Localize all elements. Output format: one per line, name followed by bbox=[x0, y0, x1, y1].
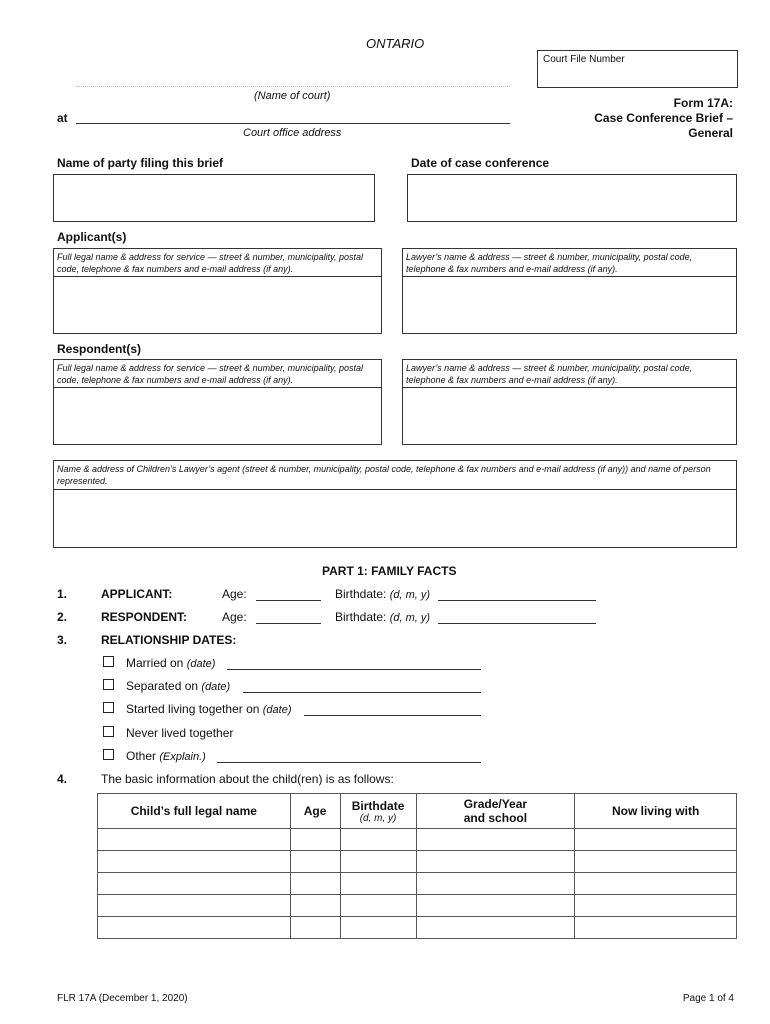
table-cell[interactable] bbox=[416, 917, 575, 939]
birthdate-hint: (d, m, y) bbox=[389, 612, 431, 624]
divider bbox=[54, 276, 381, 277]
party-filing-field[interactable] bbox=[53, 174, 375, 222]
header-grade-school bbox=[416, 794, 575, 829]
part1-title: PART 1: FAMILY FACTS bbox=[322, 564, 457, 578]
table-row bbox=[98, 873, 737, 895]
respondents-heading: Respondent(s) bbox=[57, 342, 141, 356]
separated-label bbox=[126, 679, 230, 693]
applicant-party-field[interactable] bbox=[53, 248, 382, 334]
married-date-field[interactable] bbox=[227, 669, 481, 670]
table-row bbox=[98, 851, 737, 873]
table-cell[interactable] bbox=[575, 873, 737, 895]
respondent-age-field[interactable] bbox=[256, 623, 321, 624]
header-living-with: Now living with bbox=[575, 794, 737, 829]
table-cell[interactable] bbox=[98, 851, 291, 873]
respondent-lawyer-instructions: Lawyer’s name & address — street & number, municipality, postal code, telephone & fax numbers and e-mail address (if any). bbox=[406, 363, 693, 385]
divider bbox=[403, 387, 736, 388]
applicant-party-instructions: Full legal name & address for service — street & number, municipality, postal code, telephone & fax numbers and e-mail address (if any). bbox=[57, 252, 363, 274]
living-together-checkbox[interactable] bbox=[103, 702, 114, 713]
children-table-header bbox=[98, 794, 737, 829]
respondent-birthdate-field[interactable] bbox=[438, 623, 596, 624]
item3-number: 3. bbox=[57, 633, 68, 647]
divider bbox=[54, 489, 736, 490]
table-cell[interactable] bbox=[98, 917, 291, 939]
applicant-birthdate-field[interactable] bbox=[438, 600, 596, 601]
respondent-birthdate-label bbox=[335, 610, 430, 624]
other-checkbox[interactable] bbox=[103, 749, 114, 760]
divider bbox=[54, 387, 381, 388]
applicant-birthdate-label bbox=[335, 587, 430, 601]
option-hint: (date) bbox=[201, 681, 231, 693]
case-conference-date-label: Date of case conference bbox=[411, 156, 550, 170]
item2-number: 2. bbox=[57, 610, 68, 624]
childrens-lawyer-instructions: Name & address of Children’s Lawyer’s agent (street & number, municipality, postal code, telephone & fax numbers and e-mail address (if any)) and name of person represented. bbox=[57, 464, 711, 486]
applicants-heading: Applicant(s) bbox=[57, 230, 127, 244]
birthdate-text: Birthdate: bbox=[335, 610, 387, 624]
option-hint: (Explain.) bbox=[159, 751, 206, 763]
form-title-line2: General bbox=[688, 126, 733, 140]
applicant-age-field[interactable] bbox=[256, 600, 321, 601]
option-text: Separated on bbox=[126, 679, 199, 693]
relationship-dates-label: RELATIONSHIP DATES: bbox=[101, 633, 237, 647]
court-office-address-label: Court office address bbox=[243, 127, 342, 139]
table-cell[interactable] bbox=[416, 851, 575, 873]
table-cell[interactable] bbox=[290, 829, 340, 851]
respondent-lawyer-field[interactable] bbox=[402, 359, 737, 445]
other-explain-field[interactable] bbox=[217, 762, 481, 763]
table-row bbox=[98, 829, 737, 851]
table-cell[interactable] bbox=[340, 851, 416, 873]
party-filing-label: Name of party filing this brief bbox=[57, 156, 224, 170]
court-file-number-field[interactable] bbox=[537, 50, 738, 88]
table-cell[interactable] bbox=[340, 873, 416, 895]
court-name-label: (Name of court) bbox=[254, 90, 331, 102]
separated-checkbox[interactable] bbox=[103, 679, 114, 690]
header-grade-line2: and school bbox=[463, 811, 528, 825]
table-cell[interactable] bbox=[575, 917, 737, 939]
court-file-number-label: Court File Number bbox=[543, 54, 625, 65]
separated-date-field[interactable] bbox=[243, 692, 481, 693]
footer-page-number: Page 1 of 4 bbox=[682, 993, 734, 1004]
applicant-label: APPLICANT: bbox=[101, 587, 173, 601]
applicant-lawyer-instructions: Lawyer’s name & address — street & number, municipality, postal code, telephone & fax numbers and e-mail address (if any). bbox=[406, 252, 693, 274]
table-cell[interactable] bbox=[575, 829, 737, 851]
province-title: ONTARIO bbox=[366, 36, 425, 51]
form-title-line1: Case Conference Brief – bbox=[594, 111, 733, 125]
table-cell[interactable] bbox=[575, 895, 737, 917]
header-birthdate bbox=[340, 794, 416, 829]
header-birthdate-text: Birthdate bbox=[351, 798, 405, 813]
living-together-label bbox=[126, 702, 292, 716]
table-cell[interactable] bbox=[416, 895, 575, 917]
respondent-age-label: Age: bbox=[222, 610, 247, 624]
header-birthdate-hint: (d, m, y) bbox=[359, 812, 397, 824]
table-cell[interactable] bbox=[416, 873, 575, 895]
married-label bbox=[126, 656, 215, 670]
never-lived-together-checkbox[interactable] bbox=[103, 726, 114, 737]
footer-form-code: FLR 17A (December 1, 2020) bbox=[57, 993, 188, 1004]
birthdate-text: Birthdate: bbox=[335, 587, 387, 601]
item4-number: 4. bbox=[57, 772, 68, 786]
table-cell[interactable] bbox=[340, 829, 416, 851]
form-number: Form 17A: bbox=[673, 96, 733, 110]
respondent-label: RESPONDENT: bbox=[101, 610, 188, 624]
table-cell[interactable] bbox=[290, 895, 340, 917]
table-cell[interactable] bbox=[290, 917, 340, 939]
table-row bbox=[98, 917, 737, 939]
table-cell[interactable] bbox=[416, 829, 575, 851]
table-cell[interactable] bbox=[575, 851, 737, 873]
item1-number: 1. bbox=[57, 587, 68, 601]
table-cell[interactable] bbox=[98, 895, 291, 917]
table-cell[interactable] bbox=[340, 917, 416, 939]
applicant-lawyer-field[interactable] bbox=[402, 248, 737, 334]
children-table bbox=[97, 793, 737, 939]
option-text: Other bbox=[126, 749, 157, 763]
married-checkbox[interactable] bbox=[103, 656, 114, 667]
children-info-intro: The basic information about the child(ren) is as follows: bbox=[101, 772, 394, 786]
respondent-party-instructions: Full legal name & address for service — street & number, municipality, postal code, telephone & fax numbers and e-mail address (if any). bbox=[57, 363, 363, 385]
table-cell[interactable] bbox=[98, 829, 291, 851]
table-cell[interactable] bbox=[290, 873, 340, 895]
option-text: Started living together on bbox=[126, 702, 260, 716]
table-cell[interactable] bbox=[340, 895, 416, 917]
childrens-lawyer-field[interactable] bbox=[53, 460, 737, 548]
case-conference-date-field[interactable] bbox=[407, 174, 737, 222]
header-age: Age bbox=[290, 794, 340, 829]
court-office-address-line[interactable] bbox=[76, 123, 510, 124]
other-label bbox=[126, 749, 206, 763]
applicant-age-label: Age: bbox=[222, 587, 247, 601]
option-hint: (date) bbox=[262, 704, 292, 716]
at-label: at bbox=[57, 111, 68, 125]
never-lived-together-label: Never lived together bbox=[126, 726, 234, 740]
table-cell[interactable] bbox=[290, 851, 340, 873]
header-grade-line1: Grade/Year bbox=[463, 797, 528, 811]
divider bbox=[403, 276, 736, 277]
table-cell[interactable] bbox=[98, 873, 291, 895]
court-name-line[interactable] bbox=[76, 86, 510, 87]
table-row bbox=[98, 895, 737, 917]
respondent-party-field[interactable] bbox=[53, 359, 382, 445]
form-title-block bbox=[594, 96, 733, 141]
option-text: Married on bbox=[126, 656, 184, 670]
birthdate-hint: (d, m, y) bbox=[389, 589, 431, 601]
living-together-date-field[interactable] bbox=[304, 715, 481, 716]
option-hint: (date) bbox=[186, 658, 216, 670]
header-child-name: Child’s full legal name bbox=[98, 794, 291, 829]
